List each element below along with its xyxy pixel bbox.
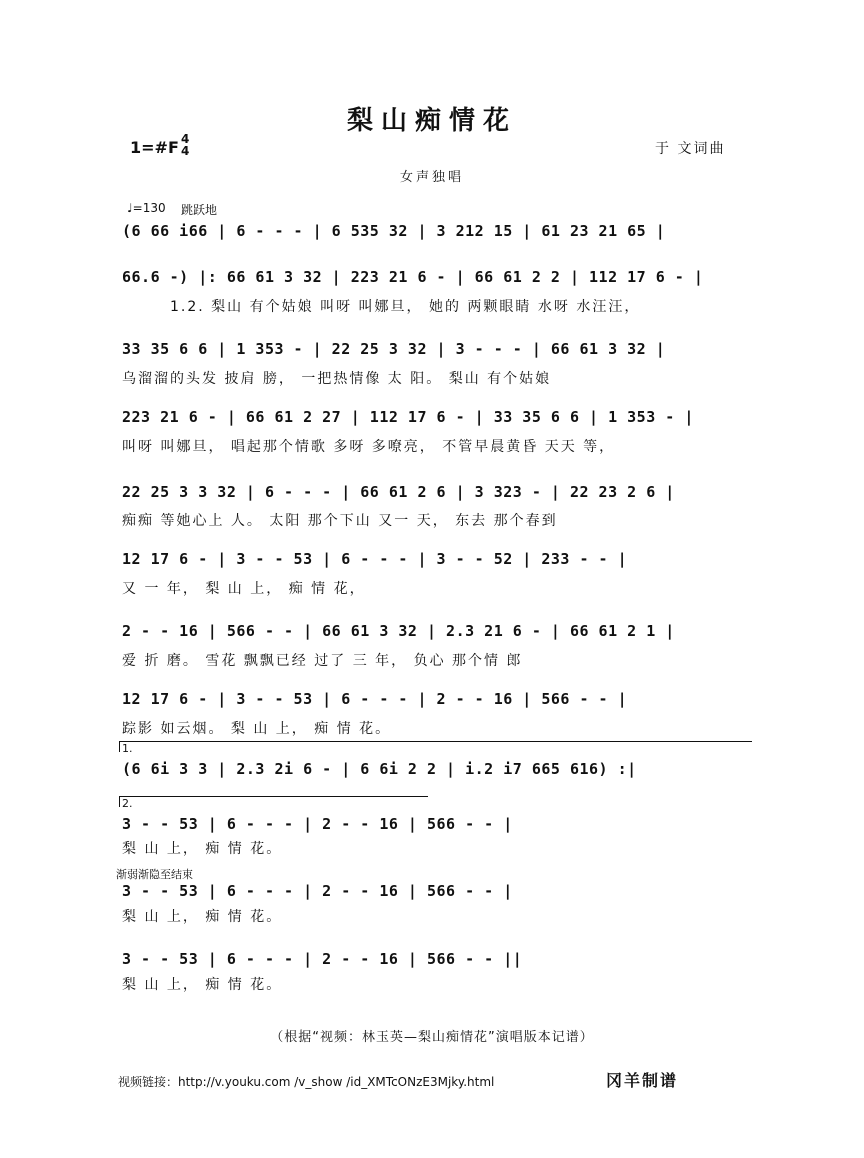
notation-row-10: 3 - - 53 | 6 - - - | 2 - - 16 | 566 - - | — [122, 815, 513, 833]
lyrics-row-2: 1.2. 梨山 有个姑娘 叫呀 叫娜旦， 她的 两颗眼睛 水呀 水汪汪， — [170, 299, 641, 315]
expression-marking: 跳跃地 — [181, 203, 218, 217]
second-ending-bracket — [119, 796, 428, 807]
notation-row-6: 12 17 6 - | 3 - - 53 | 6 - - - | 3 - - 52 | 233 - - | — [122, 550, 628, 568]
composer-credit: 于 文词曲 — [655, 141, 726, 157]
notation-row-9: (6 6i 3 3 | 2.3 2i 6 - | 6 6i 2 2 | i.2 i7 665 616) :| — [122, 760, 637, 778]
second-ending-label: 2. — [122, 797, 133, 810]
meter-top: 4 — [181, 132, 190, 146]
notation-row-4: 223 21 6 - | 66 61 2 27 | 112 17 6 - | 33 35 6 6 | 1 353 - | — [122, 408, 694, 426]
meter-bottom: 4 — [181, 144, 190, 158]
lyrics-row-6: 又 一 年， 梨 山 上， 痴 情 花， — [122, 581, 366, 597]
tempo-marking: ♩=130 — [127, 201, 166, 215]
lyrics-row-5: 痴痴 等她心上 人。 太阳 那个下山 又一 天， 东去 那个春到 — [122, 513, 558, 529]
notation-row-5: 22 25 3 3 32 | 6 - - - | 66 61 2 6 | 3 323 - | 22 23 2 6 | — [122, 483, 675, 501]
notation-row-1: (6 66 i66 | 6 - - - | 6 535 32 | 3 212 15 | 61 23 21 65 | — [122, 222, 666, 240]
performance-type: 女声独唱 — [399, 170, 464, 185]
transcription-credit: （根据“视频：林玉英—梨山痴情花”演唱版本记谱） — [270, 1030, 594, 1045]
lyrics-row-8: 踪影 如云烟。 梨 山 上， 痴 情 花。 — [122, 721, 392, 737]
transcriber-signature: 冈羊制谱 — [606, 1071, 679, 1090]
lyrics-row-11: 梨 山 上， 痴 情 花。 — [122, 909, 283, 925]
time-signature — [181, 133, 189, 157]
lyrics-row-12: 梨 山 上， 痴 情 花。 — [122, 977, 283, 993]
notation-row-12: 3 - - 53 | 6 - - - | 2 - - 16 | 566 - - || — [122, 950, 523, 968]
notation-row-2: 66.6 -) |: 66 61 3 32 | 223 21 6 - | 66 61 2 2 | 112 17 6 - | — [122, 268, 704, 286]
first-ending-bracket — [119, 741, 752, 752]
first-ending-label: 1. — [122, 742, 133, 755]
notation-row-7: 2 - - 16 | 566 - - | 66 61 3 32 | 2.3 21 6 - | 66 61 2 1 | — [122, 622, 675, 640]
lyrics-row-4: 叫呀 叫娜旦， 唱起那个情歌 多呀 多嘹亮， 不管早晨黄昏 天天 等， — [122, 439, 616, 455]
lyrics-row-10: 梨 山 上， 痴 情 花。 — [122, 841, 283, 857]
notation-row-11: 3 - - 53 | 6 - - - | 2 - - 16 | 566 - - | — [122, 882, 513, 900]
notation-row-3: 33 35 6 6 | 1 353 - | 22 25 3 32 | 3 - - - | 66 61 3 32 | — [122, 340, 666, 358]
notation-row-8: 12 17 6 - | 3 - - 53 | 6 - - - | 2 - - 16 | 566 - - | — [122, 690, 628, 708]
key-signature: 1=#F — [130, 138, 179, 157]
dynamics-direction: 渐弱渐隐至结束 — [116, 868, 193, 881]
lyrics-row-7: 爱 折 磨。 雪花 飘飘已经 过了 三 年， 负心 那个情 郎 — [122, 653, 523, 669]
lyrics-row-3: 乌溜溜的头发 披肩 膀， 一把热情像 太 阳。 梨山 有个姑娘 — [122, 371, 552, 387]
video-link: 视频链接：http://v.youku.com /v_show /id_XMTcONzE3Mjky.html — [118, 1075, 495, 1089]
song-title: 梨山痴情花 — [346, 106, 517, 136]
